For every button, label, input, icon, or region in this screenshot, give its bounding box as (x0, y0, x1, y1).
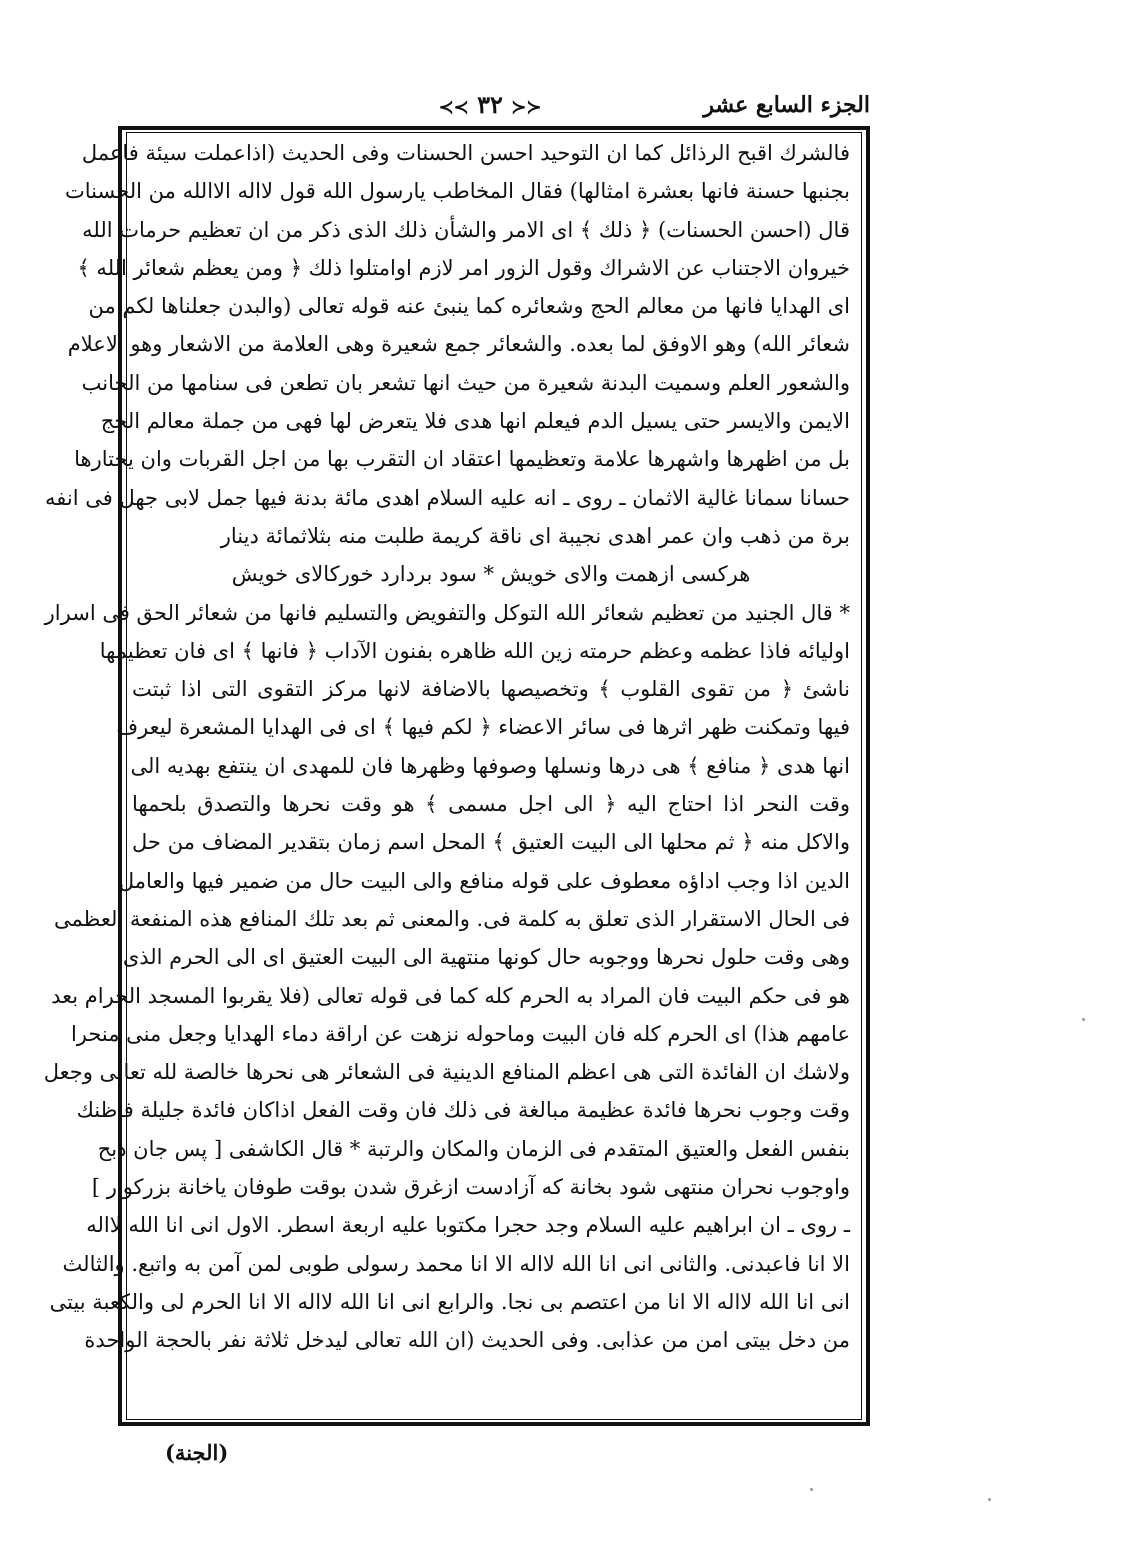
text-line: انى انا الله لااله الا انا من اعتصم بى نجا. والرابع انى انا الله لااله الا انا الحرم لى والكعبة بيتى (49, 1289, 850, 1314)
speck-mark (1082, 1018, 1085, 1021)
text-line: وقت النحر اذا احتاج اليه ﴿ الى اجل مسمى ﴾ هو وقت نحرها والتصدق بلحمها (132, 792, 850, 817)
text-line: انها هدى ﴿ منافع ﴾ هى درها ونسلها وصوفها وظهرها فان للمهدى ان ينتفع بهديه الى (130, 753, 850, 778)
page-header (120, 92, 870, 124)
text-line: والشعور العلم وسميت البدنة شعيرة من حيث انها تشعر بان تطعن فى سنامها من الجانب (81, 370, 850, 395)
text-line: شعائر الله) وهو الاوفق لما بعده. والشعائر جمع شعيرة وهى العلامة من الاشعار وهو الاعلام (67, 332, 850, 357)
text-line: الا انا فاعبدنى. والثانى انى انا الله لااله الا انا محمد رسولى طوبى لمن آمن به واتبع. والثالث (62, 1251, 850, 1276)
page-number: ٣٢ (477, 90, 503, 119)
text-line: فى الحال الاستقرار الذى تعلق به كلمة فى. والمعنى ثم بعد تلك المنافع هذه المنفعة العظمى (53, 906, 850, 931)
text-line: اوليائه فاذا عظمه وعظم حرمته زين الله ظاهره بفنون الآداب ﴿ فانها ﴾ اى فان تعظيمها (99, 638, 850, 663)
text-line: الدين اذا وجب اداؤه معطوف على قوله منافع والى البيت حال من ضمير فيها والعامل (118, 868, 850, 893)
verse-line: هركسى ازهمت والاى خويش * سود بردارد خوركالاى خويش (231, 562, 751, 587)
speck-mark (988, 1498, 991, 1501)
text-line: وهى وقت حلول نحرها ووجوبه حال كونها منتهية الى البيت العتيق اى الى الحرم الذى (122, 945, 850, 970)
part-title: الجزء السابع عشر (703, 92, 870, 118)
text-line: الايمن والايسر حتى يسيل الدم فيعلم انها هدى فلا يتعرض لها فهى من جملة معالم الحج (100, 409, 850, 434)
text-line: من دخل بيتى امن من عذابى. وفى الحديث (ان الله تعالى ليدخل ثلاثة نفر بالحجة الواحدة (84, 1328, 850, 1353)
text-line: حسانا سمانا غالية الاثمان ـ روى ـ انه عليه السلام اهدى مائة بدنة فيها جمل لابى جهل فى انفه (45, 485, 850, 510)
speck-mark (810, 1488, 813, 1491)
text-line: قال (احسن الحسنات) ﴿ ذلك ﴾ اى الامر والشأن ذلك الذى ذكر من ان تعظيم حرمات الله (82, 217, 850, 242)
text-line: فالشرك اقبح الرذائل كما ان التوحيد احسن الحسنات وفى الحديث (اذاعملت سيئة فاعمل (81, 141, 850, 165)
text-line: برة من ذهب وان عمر اهدى نجيبة اى ناقة كريمة طلبت منه بثلاثمائة دينار (220, 523, 850, 548)
text-line: والاكل منه ﴿ ثم محلها الى البيت العتيق ﴾ المحل اسم زمان بتقدير المضاف من حل (132, 830, 850, 855)
text-line: بل من اظهرها واشهرها علامة وتعظيمها اعتقاد ان التقرب بها من اجل القربات وان يختارها (74, 447, 850, 472)
text-line: فيها وتمكنت ظهر اثرها فى سائر الاعضاء ﴿ لكم فيها ﴾ اى فى الهدايا المشعرة ليعرف (116, 715, 850, 740)
text-body (43, 134, 850, 1360)
text-line: ولاشك ان الفائدة التى هى اعظم المنافع الدينية فى الشعائر هى نحرها خالصة لله تعالى وجعل (43, 1060, 850, 1085)
text-line: ـ روى ـ ان ابراهيم عليه السلام وجد حجرا مكتوبا عليه اربعة اسطر. الاول انى انا الله لااله (86, 1213, 850, 1238)
text-line: بنفس الفعل والعتيق المتقدم فى الزمان والمكان والرتبة * قال الكاشفى [ پس جان ذبح (97, 1136, 850, 1161)
catchword: (الجنة) (165, 1440, 229, 1465)
text-line: * قال الجنيد من تعظيم شعائر الله التوكل والتفويض والتسليم فانها من شعائر الحق فى اسرار (44, 600, 850, 625)
text-line: اى الهدايا فانها من معالم الحج وشعائره كما ينبئ عنه قوله تعالى (والبدن جعلناها لكم من (88, 294, 850, 319)
text-line: ناشئ ﴿ من تقوى القلوب ﴾ وتخصيصها بالاضافة لانها مركز التقوى التى اذا ثبتت (132, 677, 850, 702)
text-line: وقت وجوب نحرها فائدة عظيمة مبالغة فى ذلك فان وقت الفعل اذاكان فائدة جليلة فاظنك (76, 1098, 850, 1123)
page-number-block (400, 90, 580, 119)
text-line: هو فى حكم البيت فان المراد به الحرم كله كما فى قوله تعالى (فلا يقربوا المسجد الحرام بعد (51, 983, 850, 1008)
text-line: بجنبها حسنة فانها بعشرة امثالها) فقال المخاطب يارسول الله قول لااله الاالله من الحسنات (64, 179, 850, 204)
text-line: واوجوب نحران منتهى شود بخانة كه آزادست ازغرق شدن بوقت طوفان ياخانة بزركوار ] (91, 1175, 850, 1200)
ornament-left-icon: ≻≻ (438, 97, 469, 118)
ornament-right-icon: ≺≺ (511, 97, 542, 118)
text-line: خيروان الاجتناب عن الاشراك وقول الزور امر لازم اوامتلوا ذلك ﴿ ومن يعظم شعائر الله ﴾ (77, 255, 850, 280)
text-line: عامهم هذا) اى الحرم كله فان البيت وماحوله نزهت عن اراقة دماء الهدايا وجعل منى منحرا (70, 1021, 850, 1046)
